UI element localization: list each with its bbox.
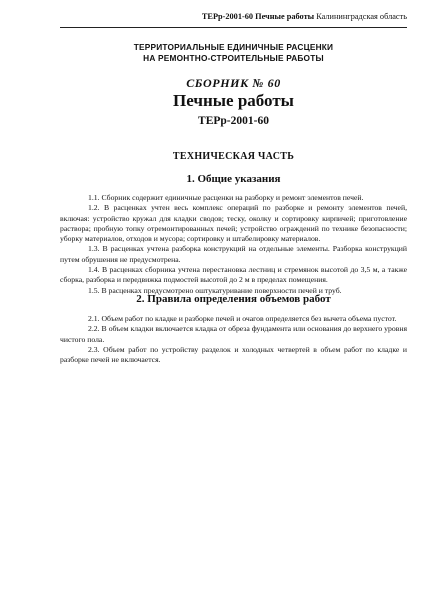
org-title-line-1: ТЕРРИТОРИАЛЬНЫЕ ЕДИНИЧНЫЕ РАСЦЕНКИ xyxy=(133,42,334,52)
paragraph-1-1: 1.1. Сборник содержит единичные расценки на разборку и ремонт элементов печей. xyxy=(88,193,364,202)
paragraph-1-3: 1.3. В расценках учтена разборка конструкций на отдельные элементы. Разборка конструкций путем обрушения не предусмотрена. xyxy=(60,244,407,264)
paragraph-2-2: 2.2. В объем кладки включается кладка от обреза фундамента или основания до верхнего уровня чистого пола. xyxy=(60,324,407,344)
paragraph-2-3: 2.3. Объем работ по устройству разделок и холодных четвертей в объем работ по кладке и разборке печей не включается. xyxy=(60,344,407,365)
collection-code: ТЕРр-2001-60 xyxy=(198,115,269,127)
section-1-body xyxy=(60,193,407,296)
header-region: Калининградская область xyxy=(316,12,407,21)
paragraph-1-2: 1.2. В расценках учтен весь комплекс операций по разборке и ремонту элементов печей, включая: устройство кружал для кладки сводов; теску, околку и сортировку кирпичей; приготовление раствора; пробную топку отремонтированных печей; устройство ограждений по технике безопасности; уборку материалов, отходов и мусора; сортировку и штабелировку материалов. xyxy=(60,203,407,244)
running-header xyxy=(60,12,407,21)
paragraph-1-4: 1.4. В расценках сборника учтена перестановка лестниц и стремянок высотой до 3,5 м, а также сборка, разборка и передвижка подмостей высотой до 2 м в пределах помещения. xyxy=(60,265,407,285)
paragraph-2-1: 2.1. Объем работ по кладке и разборке печей и очагов определяется без вычета объема пустот. xyxy=(88,314,397,323)
part-title: ТЕХНИЧЕСКАЯ ЧАСТЬ xyxy=(172,151,295,162)
org-title xyxy=(60,42,407,64)
section-2-title: 2. Правила определения объемов работ xyxy=(136,293,331,305)
header-divider xyxy=(60,27,407,28)
org-title-line-2: НА РЕМОНТНО-СТРОИТЕЛЬНЫЕ РАБОТЫ xyxy=(143,53,324,63)
collection-number: СБОРНИК № 60 xyxy=(186,76,281,90)
section-2-body xyxy=(60,314,407,365)
section-1-title: 1. Общие указания xyxy=(186,173,281,185)
header-code: ТЕРр-2001-60 Печные работы xyxy=(201,12,315,21)
collection-name: Печные работы xyxy=(173,91,294,110)
paragraph-1-5: 1.5. В расценках предусмотрено оштукатуривание поверхности печей и труб. xyxy=(88,285,342,295)
